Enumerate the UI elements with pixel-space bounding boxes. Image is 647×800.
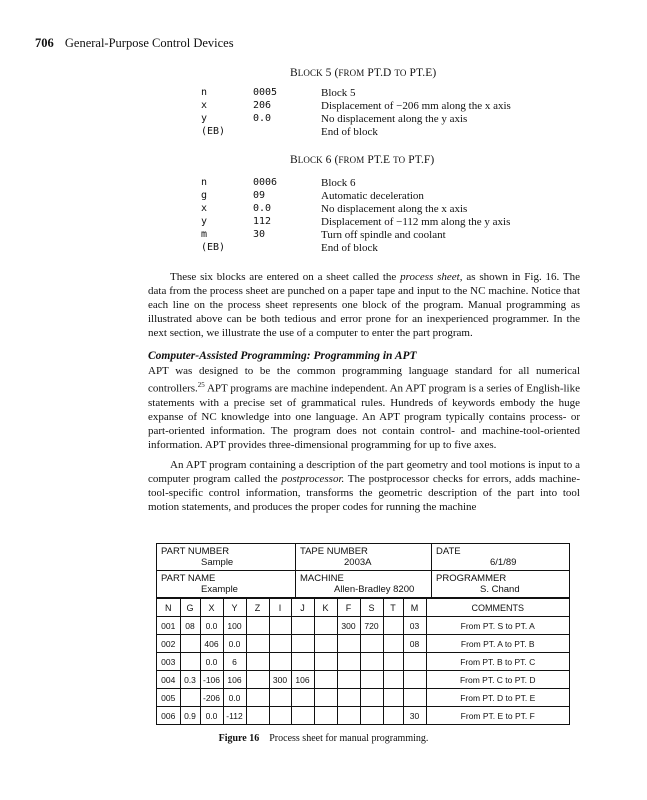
column-header: M bbox=[403, 599, 426, 617]
block5-heading-pt1: PT.D bbox=[364, 67, 395, 79]
table-cell bbox=[291, 653, 314, 671]
column-header: COMMENTS bbox=[426, 599, 569, 617]
table-cell bbox=[383, 635, 403, 653]
block6-heading-pt2: PT.F) bbox=[405, 154, 435, 166]
tape-number-value: 2003A bbox=[344, 557, 372, 568]
table-cell: 08 bbox=[403, 635, 426, 653]
sheet-header-row-2 bbox=[157, 571, 569, 598]
paragraph-postprocessor bbox=[148, 458, 580, 514]
code-value: 112 bbox=[253, 216, 272, 227]
table-cell bbox=[383, 617, 403, 635]
table-cell: 0.0 bbox=[200, 617, 223, 635]
block5-heading bbox=[290, 67, 436, 79]
machine-label: MACHINE bbox=[300, 573, 344, 584]
table-cell: 0.0 bbox=[223, 635, 246, 653]
table-cell: -106 bbox=[200, 671, 223, 689]
comment-cell: From PT. A to PT. B bbox=[426, 635, 569, 653]
comment-cell: From PT. D to PT. E bbox=[426, 689, 569, 707]
table-cell: 6 bbox=[223, 653, 246, 671]
table-cell bbox=[246, 617, 269, 635]
comment-cell: From PT. S to PT. A bbox=[426, 617, 569, 635]
block5-heading-num: 5 ( bbox=[322, 67, 339, 79]
table-cell bbox=[269, 617, 291, 635]
table-cell: 100 bbox=[223, 617, 246, 635]
block6-heading bbox=[290, 154, 434, 166]
column-header: T bbox=[383, 599, 403, 617]
table-cell bbox=[180, 689, 200, 707]
table-cell bbox=[314, 707, 337, 725]
figure-caption-text: Process sheet for manual programming. bbox=[269, 733, 429, 744]
table-cell: 006 bbox=[157, 707, 180, 725]
table-row bbox=[157, 653, 569, 671]
block6-heading-from: FROM bbox=[338, 155, 365, 165]
para1-text-b: as shown in Fig. 16. The data from the process sheet are punched on a paper tape and input to the NC machine. Notice that each line on the process sheet represents one block of the program. Manual programming as illustrated above can be both tedious and error prone for an inexperienced programmer. In the next section, we illustrate the use of a computer to enter the part program. bbox=[148, 271, 581, 340]
programmer-value: S. Chand bbox=[480, 584, 520, 595]
date-cell bbox=[432, 544, 569, 570]
table-cell bbox=[291, 689, 314, 707]
tape-number-label: TAPE NUMBER bbox=[300, 546, 368, 557]
column-header: K bbox=[314, 599, 337, 617]
block6-heading-rest: LOCK bbox=[297, 155, 323, 165]
para3-text-b: The postprocessor checks for errors, adds machine-tool-specific control information, transforms the geometric description of the part into tool motion statements, and produces the proper codes for running the machine bbox=[148, 473, 580, 514]
table-cell bbox=[337, 635, 360, 653]
table-cell bbox=[269, 653, 291, 671]
table-cell: 720 bbox=[360, 617, 383, 635]
block5-heading-to: TO bbox=[394, 68, 407, 78]
code-description: Block 6 bbox=[321, 177, 356, 189]
code-letter: x bbox=[201, 203, 208, 214]
table-cell bbox=[291, 707, 314, 725]
table-cell bbox=[383, 671, 403, 689]
table-cell bbox=[383, 653, 403, 671]
column-header: X bbox=[200, 599, 223, 617]
part-name-cell bbox=[157, 571, 296, 597]
date-value: 6/1/89 bbox=[490, 557, 517, 568]
table-cell bbox=[269, 635, 291, 653]
code-description: Displacement of −206 mm along the x axis bbox=[321, 100, 511, 112]
table-header-row bbox=[157, 599, 569, 617]
column-header: I bbox=[269, 599, 291, 617]
table-cell bbox=[314, 617, 337, 635]
programmer-label: PROGRAMMER bbox=[436, 573, 507, 584]
table-cell bbox=[269, 689, 291, 707]
column-header: Y bbox=[223, 599, 246, 617]
table-cell bbox=[383, 689, 403, 707]
table-cell: 0.0 bbox=[200, 653, 223, 671]
table-cell bbox=[246, 635, 269, 653]
column-header: Z bbox=[246, 599, 269, 617]
part-name-label: PART NAME bbox=[161, 573, 216, 584]
paragraph-process-sheet bbox=[148, 270, 580, 340]
block6-heading-num: 6 ( bbox=[322, 154, 339, 166]
code-letter: n bbox=[201, 87, 208, 98]
table-cell bbox=[291, 617, 314, 635]
table-cell bbox=[337, 707, 360, 725]
table-row bbox=[157, 707, 569, 725]
comment-cell: From PT. B to PT. C bbox=[426, 653, 569, 671]
table-cell: 08 bbox=[180, 617, 200, 635]
section-heading: Computer-Assisted Programming: Programming in APT bbox=[148, 350, 417, 362]
table-cell bbox=[314, 689, 337, 707]
code-value: 0005 bbox=[253, 87, 278, 98]
table-cell: 106 bbox=[223, 671, 246, 689]
figure-caption bbox=[0, 733, 647, 744]
table-cell bbox=[246, 671, 269, 689]
table-cell bbox=[314, 671, 337, 689]
table-row bbox=[157, 671, 569, 689]
page-header bbox=[35, 36, 234, 51]
code-description: Displacement of −112 mm along the y axis bbox=[321, 216, 511, 228]
table-cell: 003 bbox=[157, 653, 180, 671]
table-cell bbox=[403, 689, 426, 707]
table-cell: 0.0 bbox=[200, 707, 223, 725]
table-cell bbox=[269, 707, 291, 725]
table-cell bbox=[360, 653, 383, 671]
sheet-header-row-1 bbox=[157, 544, 569, 571]
table-cell bbox=[180, 635, 200, 653]
code-value: 0.0 bbox=[253, 113, 272, 124]
para3-text-a: An APT program containing a description of the part geometry and tool motions is input to a computer program called the bbox=[148, 459, 580, 486]
code-description: End of block bbox=[321, 242, 378, 254]
code-letter: y bbox=[201, 216, 208, 227]
code-letter: y bbox=[201, 113, 208, 124]
para3-emphasis: postprocessor. bbox=[281, 473, 345, 486]
column-header: J bbox=[291, 599, 314, 617]
table-cell bbox=[291, 635, 314, 653]
para1-emphasis: process sheet, bbox=[400, 271, 463, 283]
page-number: 706 bbox=[35, 36, 54, 50]
table-cell bbox=[383, 707, 403, 725]
machine-cell bbox=[296, 571, 432, 597]
table-cell: 002 bbox=[157, 635, 180, 653]
figure-label: Figure 16 bbox=[218, 733, 260, 744]
table-cell: 0.9 bbox=[180, 707, 200, 725]
para2-text-b: APT programs are machine independent. An APT program is a series of English-like statements with a precise set of grammatical rules. Hundreds of keywords embody the huge expanse of NC knowledge into one language. An APT program typically contains process- or part-oriented information. The program does not contain control- and machine-tool-oriented information. APT provides three-dimensional programming for up to five axes. bbox=[148, 382, 580, 452]
code-letter: m bbox=[201, 229, 208, 240]
code-description: End of block bbox=[321, 126, 378, 138]
code-description: Automatic deceleration bbox=[321, 190, 424, 202]
table-cell bbox=[360, 671, 383, 689]
table-cell bbox=[246, 689, 269, 707]
process-sheet-figure bbox=[156, 543, 570, 725]
block5-heading-lead: B bbox=[290, 67, 298, 79]
table-cell: 106 bbox=[291, 671, 314, 689]
table-cell bbox=[314, 635, 337, 653]
block5-heading-rest: LOCK bbox=[297, 68, 323, 78]
table-cell: 300 bbox=[337, 617, 360, 635]
code-description: No displacement along the y axis bbox=[321, 113, 468, 125]
tape-number-cell bbox=[296, 544, 432, 570]
column-header: S bbox=[360, 599, 383, 617]
comment-cell: From PT. C to PT. D bbox=[426, 671, 569, 689]
code-description: Turn off spindle and coolant bbox=[321, 229, 446, 241]
comment-cell: From PT. E to PT. F bbox=[426, 707, 569, 725]
table-cell bbox=[360, 707, 383, 725]
part-number-value: Sample bbox=[201, 557, 234, 568]
block6-heading-pt1: PT.E bbox=[364, 154, 394, 166]
code-value: 30 bbox=[253, 229, 266, 240]
table-cell bbox=[314, 653, 337, 671]
table-cell bbox=[180, 653, 200, 671]
table-cell: 0.3 bbox=[180, 671, 200, 689]
code-value: 0.0 bbox=[253, 203, 272, 214]
table-cell: 406 bbox=[200, 635, 223, 653]
column-header: F bbox=[337, 599, 360, 617]
table-cell: 03 bbox=[403, 617, 426, 635]
machine-value: Allen-Bradley 8200 bbox=[334, 584, 415, 595]
table-cell: 0.0 bbox=[223, 689, 246, 707]
table-cell: 005 bbox=[157, 689, 180, 707]
code-value: 206 bbox=[253, 100, 272, 111]
code-letter: (EB) bbox=[201, 126, 226, 137]
block5-heading-from: FROM bbox=[338, 68, 365, 78]
code-letter: x bbox=[201, 100, 208, 111]
table-row bbox=[157, 635, 569, 653]
code-value: 09 bbox=[253, 190, 266, 201]
table-cell: 30 bbox=[403, 707, 426, 725]
table-cell bbox=[360, 635, 383, 653]
code-letter: n bbox=[201, 177, 208, 188]
code-value: 0006 bbox=[253, 177, 278, 188]
code-description: Block 5 bbox=[321, 87, 356, 99]
code-letter: (EB) bbox=[201, 242, 226, 253]
code-letter: g bbox=[201, 190, 208, 201]
date-label: DATE bbox=[436, 546, 461, 557]
para2-text-a: APT was designed to be the common programming language standard for all numerical controllers. bbox=[148, 365, 580, 395]
table-cell bbox=[246, 707, 269, 725]
programmer-cell bbox=[432, 571, 569, 597]
process-sheet-table bbox=[157, 598, 569, 724]
table-cell bbox=[403, 671, 426, 689]
part-name-value: Example bbox=[201, 584, 238, 595]
footnote-ref: 25 bbox=[197, 381, 205, 390]
part-number-cell bbox=[157, 544, 296, 570]
table-cell bbox=[360, 689, 383, 707]
table-cell bbox=[403, 653, 426, 671]
block6-heading-lead: B bbox=[290, 154, 298, 166]
code-description: No displacement along the x axis bbox=[321, 203, 468, 215]
paragraph-apt-intro bbox=[148, 364, 580, 452]
table-cell: -206 bbox=[200, 689, 223, 707]
column-header: N bbox=[157, 599, 180, 617]
table-cell bbox=[246, 653, 269, 671]
table-row bbox=[157, 689, 569, 707]
table-cell: 001 bbox=[157, 617, 180, 635]
table-cell bbox=[337, 653, 360, 671]
part-number-label: PART NUMBER bbox=[161, 546, 230, 557]
table-cell bbox=[337, 671, 360, 689]
block5-heading-pt2: PT.E) bbox=[406, 67, 437, 79]
table-cell: -112 bbox=[223, 707, 246, 725]
block6-heading-to: TO bbox=[393, 155, 406, 165]
table-cell: 004 bbox=[157, 671, 180, 689]
running-title: General-Purpose Control Devices bbox=[64, 36, 234, 50]
column-header: G bbox=[180, 599, 200, 617]
table-row bbox=[157, 617, 569, 635]
para1-text-a: These six blocks are entered on a sheet called the bbox=[170, 271, 401, 283]
table-cell: 300 bbox=[269, 671, 291, 689]
table-cell bbox=[337, 689, 360, 707]
